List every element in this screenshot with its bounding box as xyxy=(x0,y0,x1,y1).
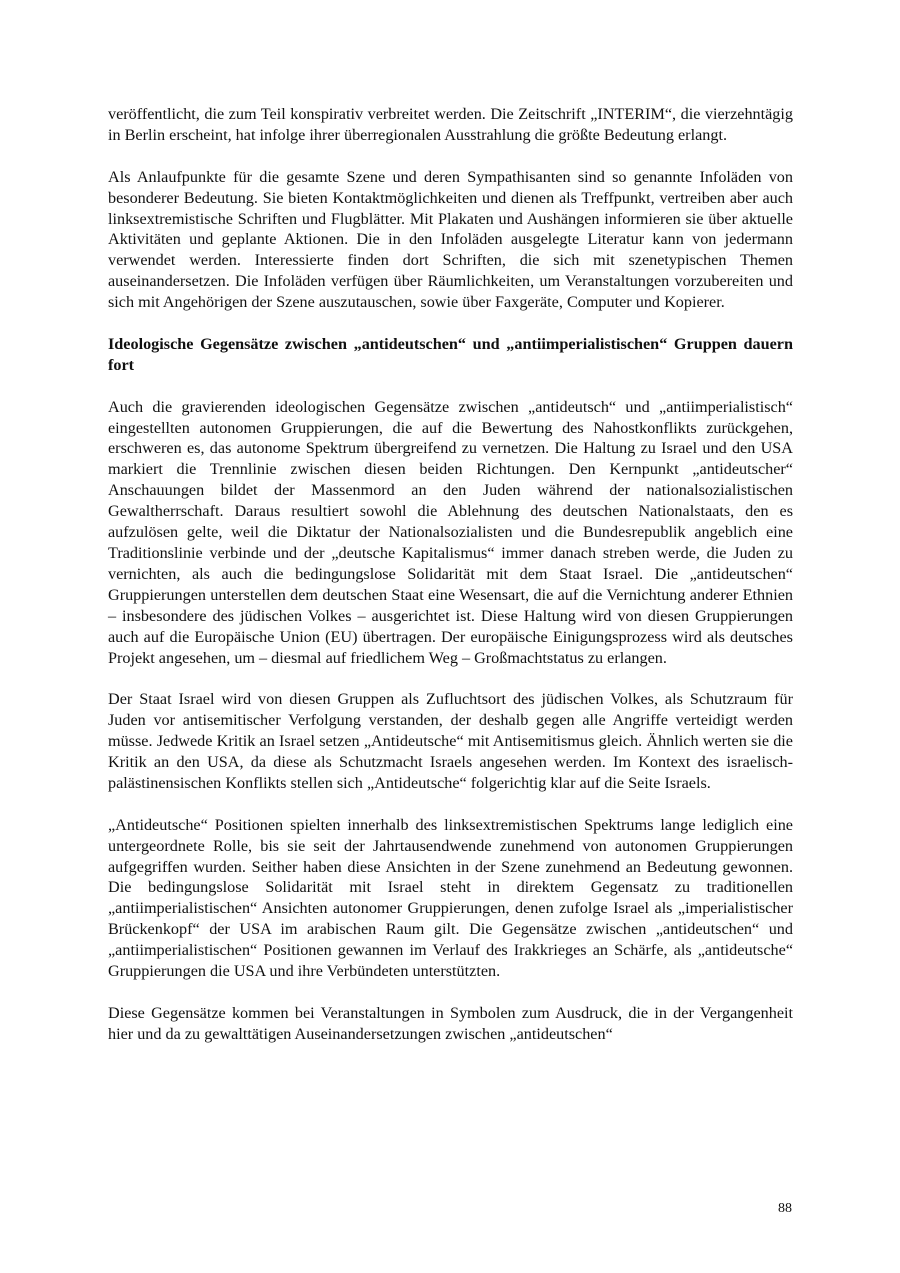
document-page xyxy=(108,104,793,1066)
page-number: 88 xyxy=(778,1201,792,1216)
paragraph-israel: Der Staat Israel wird von diesen Gruppen als Zufluchtsort des jüdischen Volkes, als Schutzraum für Juden vor antisemitischer Verfolgung verstanden, der deshalb gegen alle Angriffe verteidigt werden müsse. Jedwede Kritik an Israel setzen „Antideutsche“ mit Antisemitismus gleich. Ähnlich werten sie die Kritik an den USA, da diese als Schutzmacht Israels angesehen werden. Im Kontext des israelisch-palästinensischen Konflikts stellen sich „Antideutsche“ folgerichtig klar auf die Seite Israels. xyxy=(108,690,793,792)
paragraph-interim: veröffentlicht, die zum Teil konspirativ verbreitet werden. Die Zeitschrift „INTERIM“, die vierzehntägig in Berlin erscheint, hat infolge ihrer überregionalen Ausstrahlung die größte Bedeutung erlangt. xyxy=(108,105,793,144)
paragraph-infolaeden: Als Anlaufpunkte für die gesamte Szene und deren Sympathisanten sind so genannte Infoläden von besonderer Bedeutung. Sie bieten Kontaktmöglichkeiten und dienen als Treffpunkt, vertreiben aber auch linksextremistische Schriften und Flugblätter. Mit Plakaten und Aushängen informieren sie über aktuelle Aktivitäten und geplante Aktionen. Die in den Infoläden ausgelegte Literatur kann von jedermann verwendet werden. Interessierte finden dort Schriften, die sich mit szenetypischen Themen auseinandersetzen. Die Infoläden verfügen über Räumlichkeiten, um Veranstaltungen vorzubereiten und sich mit Angehörigen der Szene auszutauschen, sowie über Faxgeräte, Computer und Kopierer. xyxy=(108,167,793,312)
section-heading: Ideologische Gegensätze zwischen „antideutschen“ und „antiimperialistischen“ Gruppen dauern fort xyxy=(108,334,793,374)
paragraph-antideutsche-positionen: „Antideutsche“ Positionen spielten innerhalb des linksextremistischen Spektrums lange lediglich eine untergeordnete Rolle, bis sie seit der Jahrtausendwende zunehmend von autonomen Gruppierungen aufgegriffen wurden. Seither haben diese Ansichten in der Szene zunehmend an Bedeutung gewonnen. Die bedingungslose Solidarität mit Israel steht in direktem Gegensatz zu traditionellen „antiimperialistischen“ Ansichten autonomer Gruppierungen, denen zufolge Israel als „imperialistischer Brückenkopf“ der USA im arabischen Raum gilt. Die Gegensätze zwischen „antideutschen“ und „antiimperialistischen“ Positionen gewannen im Verlauf des Irakkrieges an Schärfe, als „antideutsche“ Gruppierungen die USA und ihre Verbündeten unterstützten. xyxy=(108,815,793,981)
paragraph-symbole: Diese Gegensätze kommen bei Veranstaltungen in Symbolen zum Ausdruck, die in der Vergangenheit hier und da zu gewalttätigen Auseinandersetzungen zwischen „antideutschen“ xyxy=(108,1003,793,1043)
paragraph-gegensaetze: Auch die gravierenden ideologischen Gegensätze zwischen „antideutsch“ und „antiimperialistisch“ eingestellten autonomen Gruppierungen, die auf die Bewertung des Nahostkonflikts zurückgehen, erschweren es, das autonome Spektrum übergreifend zu vernetzen. Die Haltung zu Israel und den USA markiert die Trennlinie zwischen diesen beiden Richtungen. Den Kernpunkt „antideutscher“ Anschauungen bildet der Massenmord an den Juden während der nationalsozialistischen Gewaltherrschaft. Daraus resultiert sowohl die Ablehnung des deutschen Nationalstaats, den es aufzulösen gelte, weil die Diktatur der Nationalsozialisten und die Bundesrepublik angeblich eine Traditionslinie verbinde und der „deutsche Kapitalismus“ immer danach streben werde, die Juden zu vernichten, als auch die bedingungslose Solidarität mit dem Staat Israel. Die „antideutschen“ Gruppierungen unterstellen dem deutschen Staat eine Wesensart, die auf die Vernichtung anderer Ethnien – insbesondere des jüdischen Volkes – ausgerichtet ist. Diese Haltung wird von diesen Gruppierungen auch auf die Europäische Union (EU) übertragen. Der europäische Einigungsprozess wird als deutsches Projekt angesehen, um – diesmal auf friedlichem Weg – Großmachtstatus zu erlangen. xyxy=(108,397,793,667)
